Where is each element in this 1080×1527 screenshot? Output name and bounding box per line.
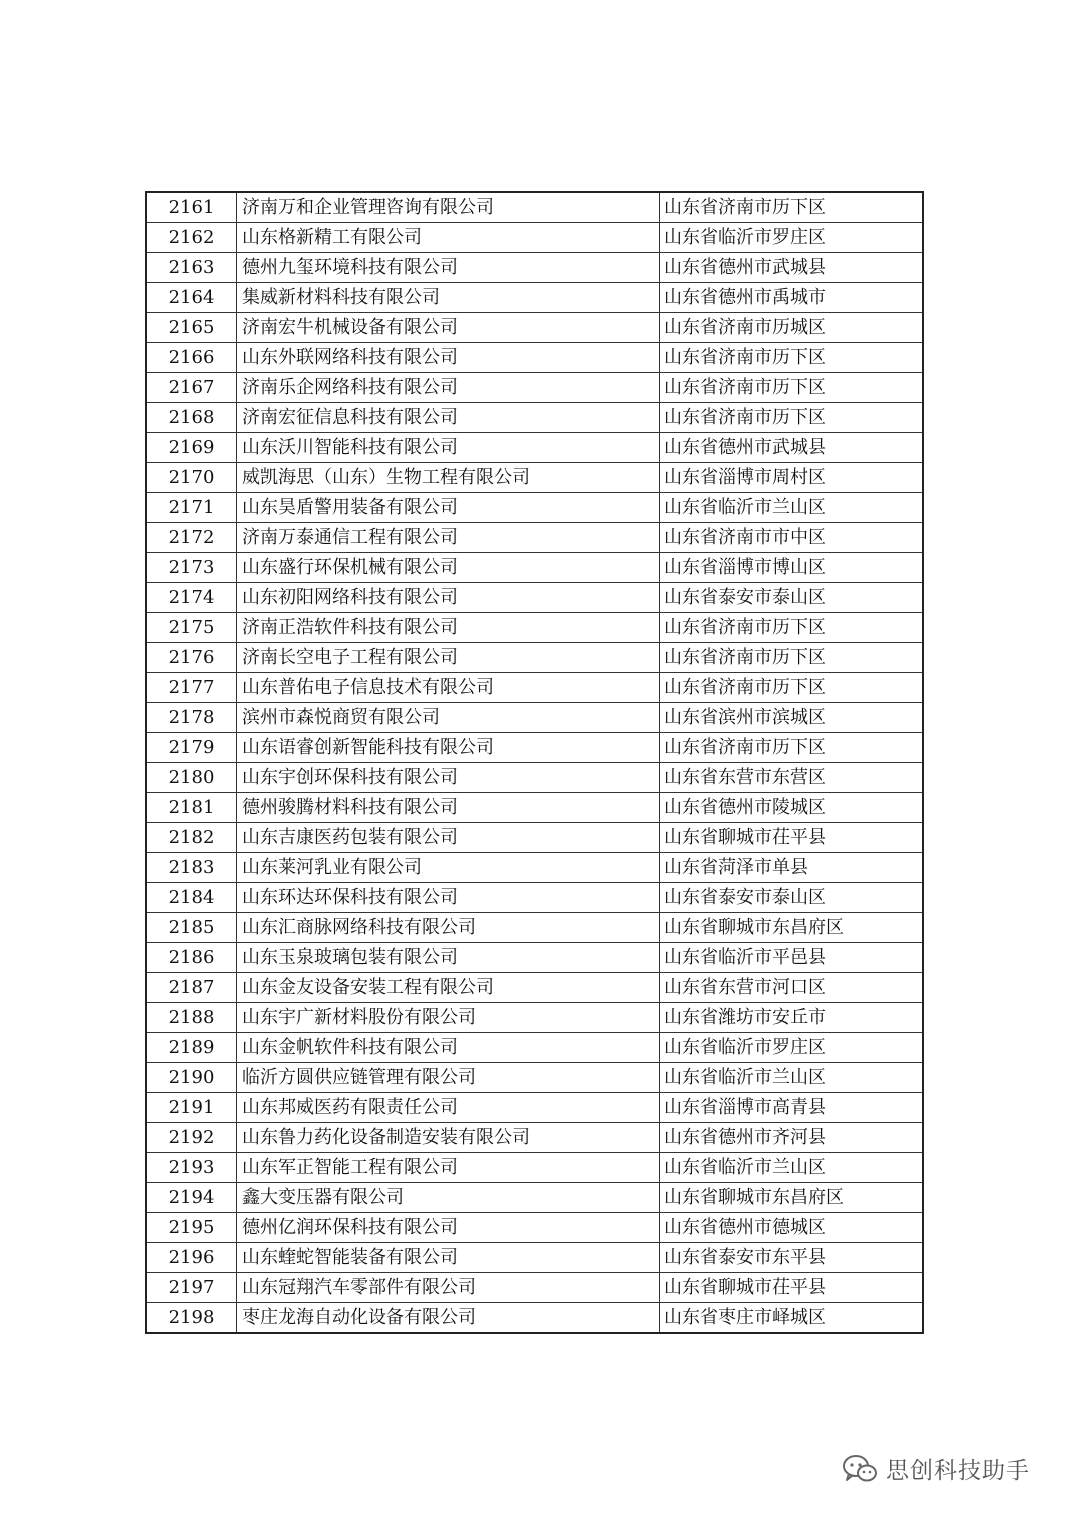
company-name-cell: 山东宇创环保科技有限公司 bbox=[237, 763, 660, 793]
row-number-cell: 2177 bbox=[146, 673, 237, 703]
company-name-cell: 山东宇广新材料股份有限公司 bbox=[237, 1003, 660, 1033]
company-name-cell: 济南长空电子工程有限公司 bbox=[237, 643, 660, 673]
row-number-cell: 2166 bbox=[146, 343, 237, 373]
row-number-cell: 2189 bbox=[146, 1033, 237, 1063]
company-name-cell: 济南万和企业管理咨询有限公司 bbox=[237, 192, 660, 223]
table-row bbox=[146, 883, 923, 913]
row-number-cell: 2175 bbox=[146, 613, 237, 643]
location-cell: 山东省济南市历下区 bbox=[660, 373, 924, 403]
location-cell: 山东省临沂市兰山区 bbox=[660, 493, 924, 523]
location-cell: 山东省济南市历下区 bbox=[660, 733, 924, 763]
row-number-cell: 2179 bbox=[146, 733, 237, 763]
company-name-cell: 济南乐企网络科技有限公司 bbox=[237, 373, 660, 403]
row-number-cell: 2181 bbox=[146, 793, 237, 823]
company-name-cell: 德州骏腾材料科技有限公司 bbox=[237, 793, 660, 823]
row-number-cell: 2185 bbox=[146, 913, 237, 943]
table-row bbox=[146, 313, 923, 343]
company-name-cell: 山东吉康医药包装有限公司 bbox=[237, 823, 660, 853]
table-row bbox=[146, 253, 923, 283]
table-row bbox=[146, 763, 923, 793]
location-cell: 山东省济南市历下区 bbox=[660, 403, 924, 433]
row-number-cell: 2178 bbox=[146, 703, 237, 733]
company-name-cell: 山东莱河乳业有限公司 bbox=[237, 853, 660, 883]
location-cell: 山东省泰安市泰山区 bbox=[660, 883, 924, 913]
company-name-cell: 德州亿润环保科技有限公司 bbox=[237, 1213, 660, 1243]
row-number-cell: 2173 bbox=[146, 553, 237, 583]
row-number-cell: 2183 bbox=[146, 853, 237, 883]
row-number-cell: 2165 bbox=[146, 313, 237, 343]
location-cell: 山东省济南市历城区 bbox=[660, 313, 924, 343]
wechat-icon bbox=[842, 1454, 878, 1484]
table-row bbox=[146, 793, 923, 823]
row-number-cell: 2194 bbox=[146, 1183, 237, 1213]
location-cell: 山东省德州市陵城区 bbox=[660, 793, 924, 823]
company-name-cell: 山东蝰蛇智能装备有限公司 bbox=[237, 1243, 660, 1273]
row-number-cell: 2161 bbox=[146, 192, 237, 223]
location-cell: 山东省济南市市中区 bbox=[660, 523, 924, 553]
table-row bbox=[146, 1243, 923, 1273]
company-name-cell: 山东汇商脉网络科技有限公司 bbox=[237, 913, 660, 943]
table-row bbox=[146, 553, 923, 583]
company-name-cell: 山东鲁力药化设备制造安装有限公司 bbox=[237, 1123, 660, 1153]
location-cell: 山东省临沂市罗庄区 bbox=[660, 223, 924, 253]
company-name-cell: 济南正浩软件科技有限公司 bbox=[237, 613, 660, 643]
table-row bbox=[146, 703, 923, 733]
row-number-cell: 2188 bbox=[146, 1003, 237, 1033]
company-name-cell: 山东邦威医药有限责任公司 bbox=[237, 1093, 660, 1123]
location-cell: 山东省临沂市罗庄区 bbox=[660, 1033, 924, 1063]
table-row bbox=[146, 1033, 923, 1063]
company-name-cell: 济南宏征信息科技有限公司 bbox=[237, 403, 660, 433]
row-number-cell: 2167 bbox=[146, 373, 237, 403]
company-name-cell: 济南万泰通信工程有限公司 bbox=[237, 523, 660, 553]
row-number-cell: 2190 bbox=[146, 1063, 237, 1093]
location-cell: 山东省济南市历下区 bbox=[660, 673, 924, 703]
location-cell: 山东省济南市历下区 bbox=[660, 343, 924, 373]
row-number-cell: 2180 bbox=[146, 763, 237, 793]
company-name-cell: 山东初阳网络科技有限公司 bbox=[237, 583, 660, 613]
company-name-cell: 山东沃川智能科技有限公司 bbox=[237, 433, 660, 463]
row-number-cell: 2186 bbox=[146, 943, 237, 973]
row-number-cell: 2164 bbox=[146, 283, 237, 313]
location-cell: 山东省潍坊市安丘市 bbox=[660, 1003, 924, 1033]
table-row bbox=[146, 343, 923, 373]
watermark-text: 思创科技助手 bbox=[886, 1458, 1030, 1484]
company-name-cell: 山东格新精工有限公司 bbox=[237, 223, 660, 253]
table-row bbox=[146, 673, 923, 703]
table-row bbox=[146, 853, 923, 883]
location-cell: 山东省德州市武城县 bbox=[660, 253, 924, 283]
company-name-cell: 山东普佑电子信息技术有限公司 bbox=[237, 673, 660, 703]
location-cell: 山东省淄博市周村区 bbox=[660, 463, 924, 493]
company-name-cell: 德州九玺环境科技有限公司 bbox=[237, 253, 660, 283]
location-cell: 山东省淄博市博山区 bbox=[660, 553, 924, 583]
table-row bbox=[146, 583, 923, 613]
table-row bbox=[146, 1213, 923, 1243]
table-row bbox=[146, 613, 923, 643]
location-cell: 山东省聊城市东昌府区 bbox=[660, 1183, 924, 1213]
location-cell: 山东省滨州市滨城区 bbox=[660, 703, 924, 733]
company-name-cell: 枣庄龙海自动化设备有限公司 bbox=[237, 1303, 660, 1334]
company-name-cell: 山东语睿创新智能科技有限公司 bbox=[237, 733, 660, 763]
location-cell: 山东省泰安市东平县 bbox=[660, 1243, 924, 1273]
company-name-cell: 山东玉泉玻璃包装有限公司 bbox=[237, 943, 660, 973]
table-row bbox=[146, 1303, 923, 1334]
company-name-cell: 山东盛行环保机械有限公司 bbox=[237, 553, 660, 583]
location-cell: 山东省临沂市兰山区 bbox=[660, 1063, 924, 1093]
enterprise-list-table bbox=[145, 191, 924, 1334]
row-number-cell: 2187 bbox=[146, 973, 237, 1003]
company-name-cell: 威凯海思（山东）生物工程有限公司 bbox=[237, 463, 660, 493]
location-cell: 山东省聊城市茌平县 bbox=[660, 823, 924, 853]
company-name-cell: 山东金友设备安装工程有限公司 bbox=[237, 973, 660, 1003]
row-number-cell: 2172 bbox=[146, 523, 237, 553]
table-row bbox=[146, 1273, 923, 1303]
row-number-cell: 2163 bbox=[146, 253, 237, 283]
row-number-cell: 2174 bbox=[146, 583, 237, 613]
location-cell: 山东省聊城市东昌府区 bbox=[660, 913, 924, 943]
table-row bbox=[146, 973, 923, 1003]
company-name-cell: 山东军正智能工程有限公司 bbox=[237, 1153, 660, 1183]
table-row bbox=[146, 283, 923, 313]
location-cell: 山东省东营市东营区 bbox=[660, 763, 924, 793]
location-cell: 山东省德州市武城县 bbox=[660, 433, 924, 463]
table-row bbox=[146, 1003, 923, 1033]
table-row bbox=[146, 493, 923, 523]
table-row bbox=[146, 823, 923, 853]
location-cell: 山东省济南市历下区 bbox=[660, 192, 924, 223]
location-cell: 山东省聊城市茌平县 bbox=[660, 1273, 924, 1303]
row-number-cell: 2192 bbox=[146, 1123, 237, 1153]
company-name-cell: 山东金帆软件科技有限公司 bbox=[237, 1033, 660, 1063]
row-number-cell: 2197 bbox=[146, 1273, 237, 1303]
row-number-cell: 2170 bbox=[146, 463, 237, 493]
table-row bbox=[146, 373, 923, 403]
table-row bbox=[146, 733, 923, 763]
row-number-cell: 2168 bbox=[146, 403, 237, 433]
location-cell: 山东省济南市历下区 bbox=[660, 613, 924, 643]
watermark bbox=[842, 1452, 1030, 1485]
table-row bbox=[146, 463, 923, 493]
table-row bbox=[146, 403, 923, 433]
location-cell: 山东省菏泽市单县 bbox=[660, 853, 924, 883]
table-row bbox=[146, 223, 923, 253]
company-name-cell: 山东外联网络科技有限公司 bbox=[237, 343, 660, 373]
company-name-cell: 临沂方圆供应链管理有限公司 bbox=[237, 1063, 660, 1093]
company-name-cell: 山东冠翔汽车零部件有限公司 bbox=[237, 1273, 660, 1303]
row-number-cell: 2169 bbox=[146, 433, 237, 463]
table-row bbox=[146, 943, 923, 973]
table-row bbox=[146, 523, 923, 553]
location-cell: 山东省临沂市兰山区 bbox=[660, 1153, 924, 1183]
location-cell: 山东省东营市河口区 bbox=[660, 973, 924, 1003]
company-name-cell: 鑫大变压器有限公司 bbox=[237, 1183, 660, 1213]
row-number-cell: 2198 bbox=[146, 1303, 237, 1334]
location-cell: 山东省济南市历下区 bbox=[660, 643, 924, 673]
row-number-cell: 2195 bbox=[146, 1213, 237, 1243]
row-number-cell: 2171 bbox=[146, 493, 237, 523]
location-cell: 山东省泰安市泰山区 bbox=[660, 583, 924, 613]
table-row bbox=[146, 1063, 923, 1093]
table-row bbox=[146, 433, 923, 463]
row-number-cell: 2184 bbox=[146, 883, 237, 913]
row-number-cell: 2196 bbox=[146, 1243, 237, 1273]
row-number-cell: 2191 bbox=[146, 1093, 237, 1123]
location-cell: 山东省临沂市平邑县 bbox=[660, 943, 924, 973]
row-number-cell: 2182 bbox=[146, 823, 237, 853]
table-row bbox=[146, 1093, 923, 1123]
table-row bbox=[146, 1153, 923, 1183]
company-name-cell: 滨州市森悦商贸有限公司 bbox=[237, 703, 660, 733]
company-name-cell: 集威新材料科技有限公司 bbox=[237, 283, 660, 313]
company-name-cell: 济南宏牛机械设备有限公司 bbox=[237, 313, 660, 343]
table-row bbox=[146, 1123, 923, 1153]
row-number-cell: 2176 bbox=[146, 643, 237, 673]
company-name-cell: 山东昊盾警用装备有限公司 bbox=[237, 493, 660, 523]
table-row bbox=[146, 913, 923, 943]
location-cell: 山东省德州市禹城市 bbox=[660, 283, 924, 313]
row-number-cell: 2193 bbox=[146, 1153, 237, 1183]
row-number-cell: 2162 bbox=[146, 223, 237, 253]
table-row bbox=[146, 192, 923, 223]
table-row bbox=[146, 643, 923, 673]
table-row bbox=[146, 1183, 923, 1213]
company-name-cell: 山东环达环保科技有限公司 bbox=[237, 883, 660, 913]
location-cell: 山东省德州市德城区 bbox=[660, 1213, 924, 1243]
location-cell: 山东省淄博市高青县 bbox=[660, 1093, 924, 1123]
location-cell: 山东省枣庄市峄城区 bbox=[660, 1303, 924, 1334]
location-cell: 山东省德州市齐河县 bbox=[660, 1123, 924, 1153]
table-body bbox=[146, 192, 923, 1333]
